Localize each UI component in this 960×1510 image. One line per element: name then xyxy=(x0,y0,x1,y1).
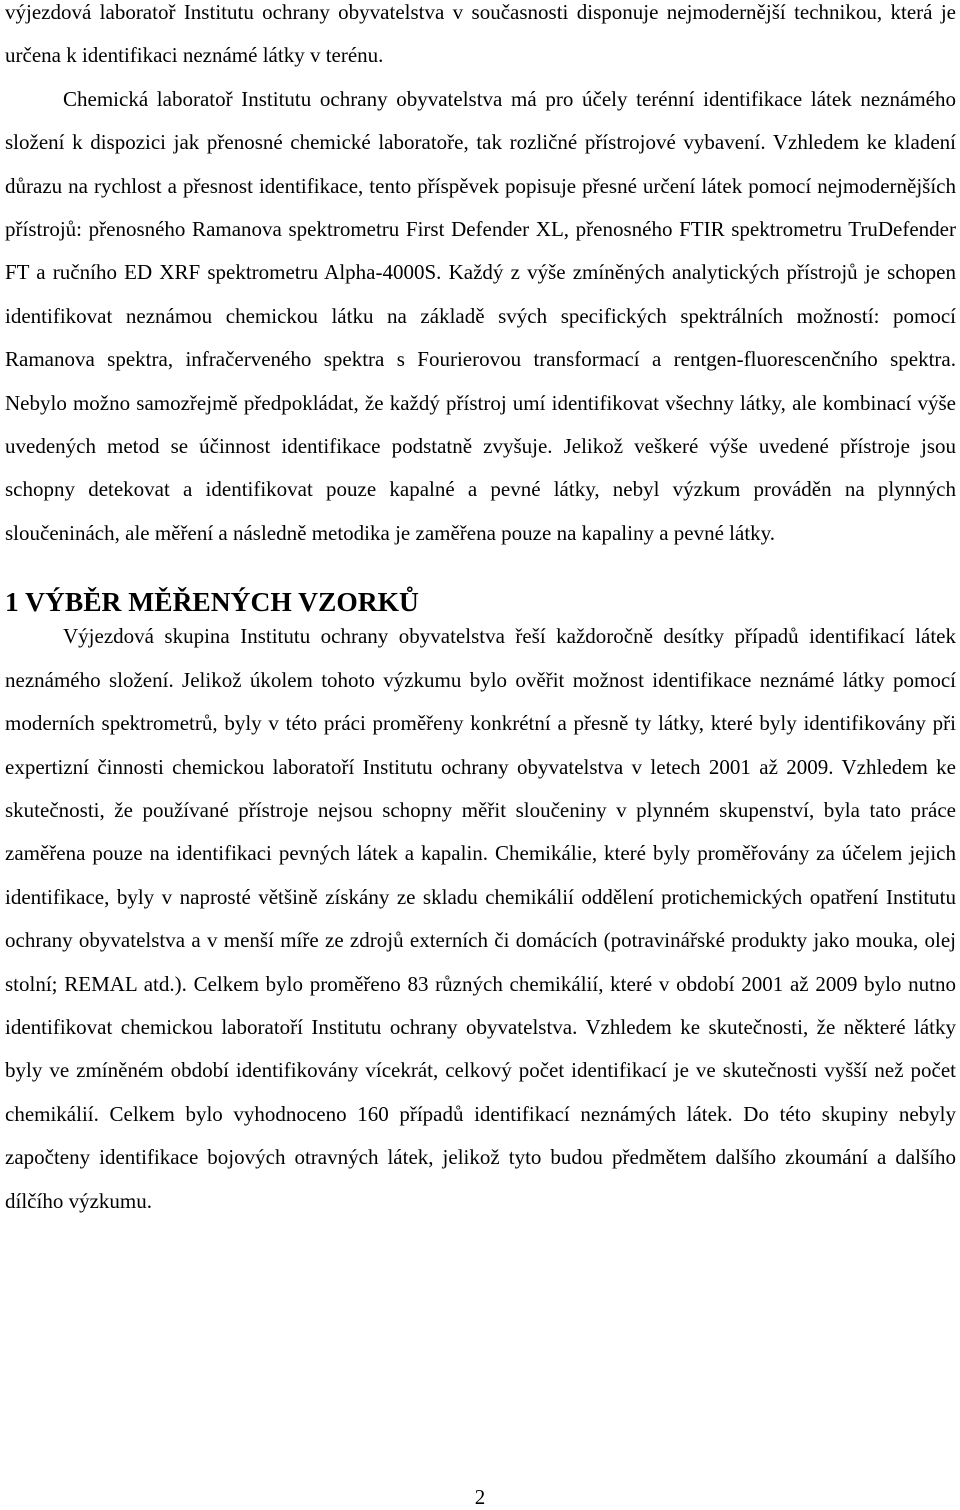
document-page xyxy=(5,0,956,1223)
paragraph-continuation: výjezdová laboratoř Institutu ochrany obyvatelstva v současnosti disponuje nejmodernější technikou, která je určena k identifikaci neznámé látky v terénu. xyxy=(5,0,956,68)
paragraph-intro: Chemická laboratoř Institutu ochrany obyvatelstva má pro účely terénní identifikace látek neznámého složení k dispozici jak přenosné chemické laboratoře, tak rozličné přístrojové vybavení. Vzhledem ke kladení důrazu na rychlost a přesnost identifikace, tento příspěvek popisuje přesné určení látek pomocí nejmodernějších přístrojů: přenosného Ramanova spektrometru First Defender XL, přenosného FTIR spektrometru TruDefender FT a ručního ED XRF spektrometru Alpha-4000S. Každý z výše zmíněných analytických přístrojů je schopen identifikovat neznámou chemickou látku na základě svých specifických spektrálních možností: pomocí Ramanova spektra, infračerveného spektra s Fourierovou transformací a rentgen-fluorescenčního spektra. Nebylo možno samozřejmě předpokládat, že každý přístroj umí identifikovat všechny látky, ale kombinací výše uvedených metod se účinnost identifikace podstatně zvyšuje. Jelikož veškeré výše uvedené přístroje jsou schopny detekovat a identifikovat pouze kapalné a pevné látky, nebyl výzkum prováděn na plynných sloučeninách, ale měření a následně metodika je zaměřena pouze na kapaliny a pevné látky. xyxy=(5,86,956,545)
section-paragraph: Výjezdová skupina Institutu ochrany obyvatelstva řeší každoročně desítky případů identifikací látek neznámého složení. Jelikož úkolem tohoto výzkumu bylo ověřit možnost identifikace neznámé látky pomocí moderních spektrometrů, byly v této práci proměřeny konkrétní a přesně ty látky, které byly identifikovány při expertizní činnosti chemickou laboratoří Institutu ochrany obyvatelstva v letech 2001 až 2009. Vzhledem ke skutečnosti, že používané přístroje nejsou schopny měřit sloučeniny v plynném skupenství, byla tato práce zaměřena pouze na identifikaci pevných látek a kapalin. Chemikálie, které byly proměřovány za účelem jejich identifikace, byly v naprosté většině získány ze skladu chemikálií oddělení protichemických opatření Institutu ochrany obyvatelstva a v menší míře ze zdrojů externích či domácích (potravinářské produkty jako mouka, olej stolní; REMAL atd.). Celkem bylo proměřeno 83 různých chemikálií, které v období 2001 až 2009 bylo nutno identifikovat chemickou laboratoří Institutu ochrany obyvatelstva. Vzhledem ke skutečnosti, že některé látky byly ve zmíněném období identifikovány vícekrát, celkový počet identifikací je ve skutečnosti vyšší než počet chemikálií. Celkem bylo vyhodnoceno 160 případů identifikací neznámých látek. Do této skupiny nebyly započteny identifikace bojových otravných látek, jelikož tyto budou předmětem dalšího zkoumání a dalšího dílčího výzkumu. xyxy=(5,624,956,1213)
section-heading: 1 VÝBĚR MĚŘENÝCH VZORKŮ xyxy=(5,586,419,618)
page-number: 2 xyxy=(474,1485,486,1509)
